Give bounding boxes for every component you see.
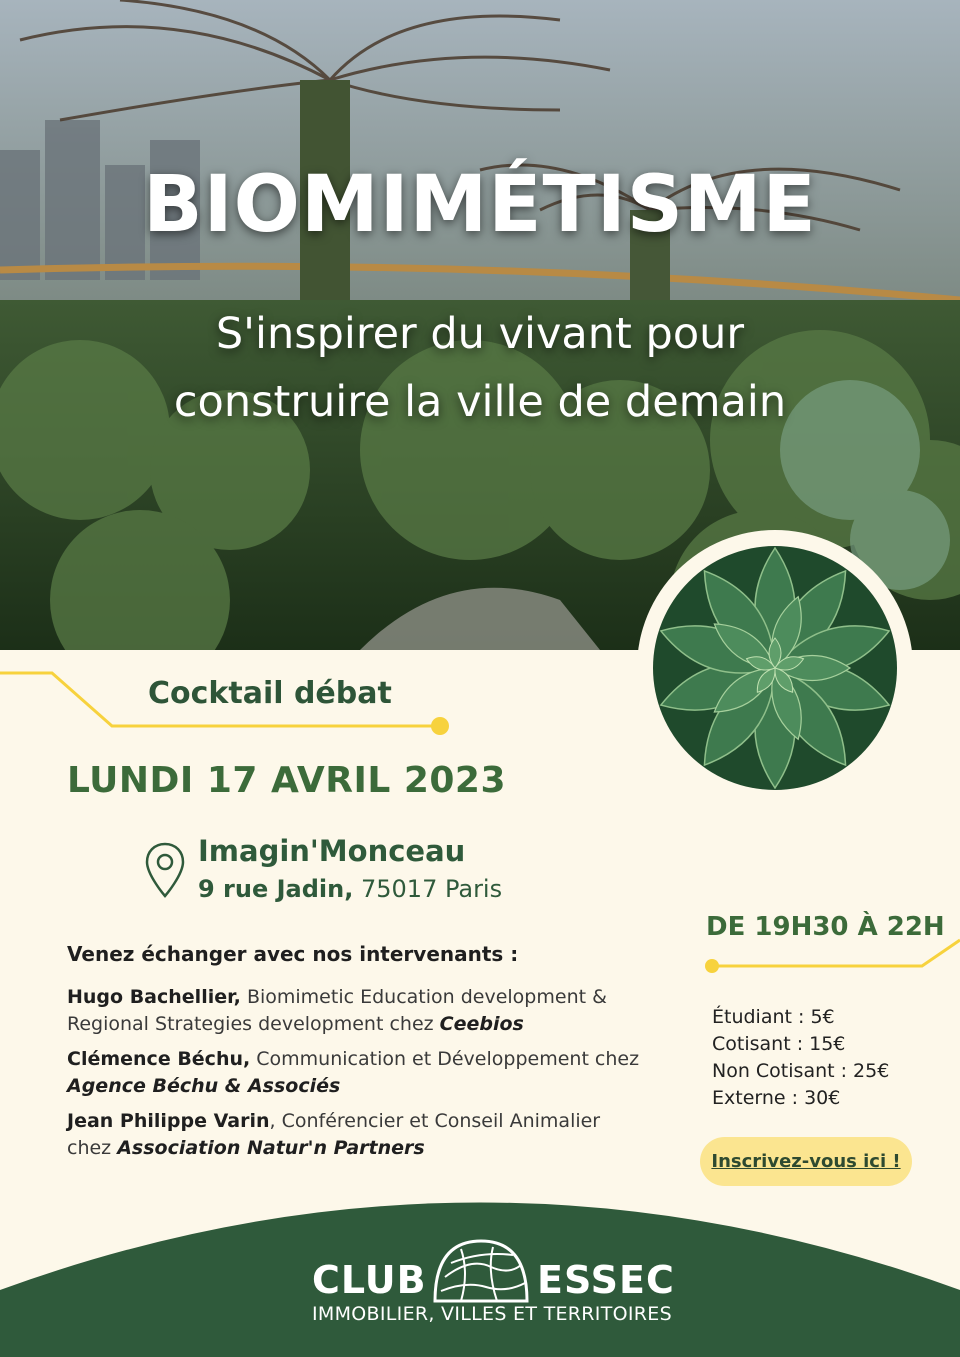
decorative-line-right	[700, 935, 960, 980]
venue-name: Imagin'Monceau	[198, 834, 466, 868]
succulent-photo	[637, 530, 913, 806]
speaker-1-role: Biomimetic Education development & Regional Strategies development chez	[67, 986, 607, 1035]
location-pin-icon	[145, 842, 185, 898]
price-list	[712, 1004, 889, 1112]
speakers-intro: Venez échanger avec nos intervenants :	[67, 942, 519, 966]
hero-subtitle-line2: construire la ville de demain	[173, 377, 787, 427]
speaker-2-name: Clémence Béchu,	[67, 1048, 251, 1070]
venue-address	[198, 875, 502, 903]
spiral-succulent-image	[653, 546, 897, 790]
venue-street: 9 rue Jadin,	[198, 875, 354, 903]
globe-map-icon	[431, 1237, 531, 1303]
event-type: Cocktail débat	[148, 676, 392, 711]
logo-essec-text: ESSEC	[537, 1258, 675, 1302]
hero-subtitle-line1: S'inspirer du vivant pour	[215, 309, 745, 359]
logo-tagline: IMMOBILIER, VILLES ET TERRITOIRES	[312, 1303, 672, 1325]
price-member: Cotisant : 15€	[712, 1033, 846, 1055]
hero-title: BIOMIMÉTISME	[143, 160, 817, 250]
register-button[interactable]: Inscrivez-vous ici !	[700, 1137, 912, 1186]
price-external: Externe : 30€	[712, 1087, 841, 1109]
logo-club-text: CLUB	[312, 1258, 427, 1302]
speaker-2-role: Communication et Développement chez	[256, 1048, 640, 1070]
speaker-1-name: Hugo Bachellier,	[67, 986, 241, 1008]
venue-city: 75017 Paris	[360, 875, 503, 903]
speaker-3	[67, 1108, 647, 1162]
hero-subtitle	[0, 300, 960, 436]
speaker-3-role: , Conférencier et Conseil Animalier chez	[67, 1110, 601, 1159]
speaker-2	[67, 1046, 647, 1100]
price-student: Étudiant : 5€	[712, 1006, 835, 1028]
speaker-3-org: Association Natur'n Partners	[117, 1137, 425, 1159]
event-time: DE 19H30 À 22H	[706, 912, 945, 942]
speaker-1	[67, 984, 647, 1038]
speaker-2-org: Agence Béchu & Associés	[67, 1075, 341, 1097]
speaker-1-org: Ceebios	[439, 1013, 524, 1035]
event-date: LUNDI 17 AVRIL 2023	[67, 760, 507, 801]
speaker-3-name: Jean Philippe Varin	[67, 1110, 270, 1132]
price-non-member: Non Cotisant : 25€	[712, 1060, 890, 1082]
